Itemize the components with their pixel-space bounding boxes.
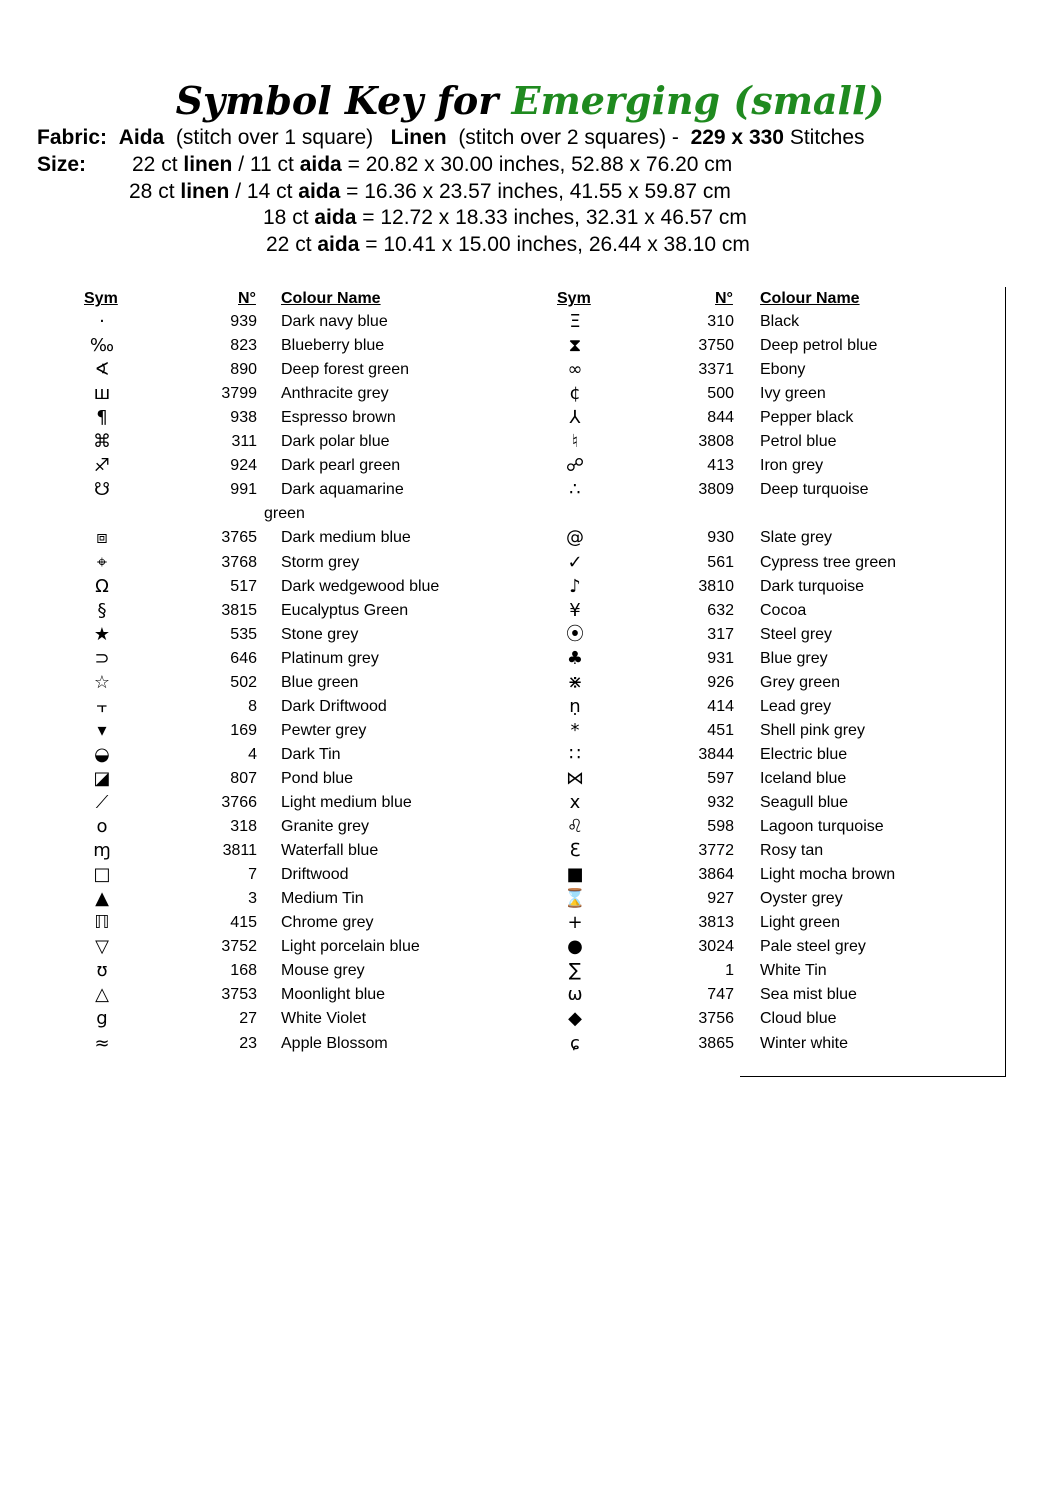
colour-number: 318 bbox=[230, 818, 257, 836]
colour-number: 3844 bbox=[698, 745, 734, 763]
colour-number: 632 bbox=[707, 601, 734, 619]
colour-number: 3765 bbox=[221, 529, 257, 547]
title-prefix: Symbol Key for bbox=[175, 78, 499, 123]
colour-number: 27 bbox=[239, 1010, 257, 1028]
colour-name: Ebony bbox=[760, 361, 806, 379]
colour-name: Ivy green bbox=[760, 385, 826, 403]
colour-name: Espresso brown bbox=[281, 409, 396, 427]
colour-number: 3756 bbox=[698, 1010, 734, 1028]
colour-number: 169 bbox=[230, 721, 257, 739]
symbol-icon: ∴ bbox=[569, 479, 581, 501]
colour-number: 3750 bbox=[698, 337, 734, 355]
size-label: Size: bbox=[37, 153, 87, 176]
colour-number: 3024 bbox=[698, 938, 734, 956]
symbol-icon: ⊃ bbox=[94, 647, 110, 669]
symbol-icon: ¥ bbox=[569, 599, 581, 621]
colour-name: White Violet bbox=[281, 1010, 367, 1028]
colour-name: Blueberry blue bbox=[281, 337, 385, 355]
colour-name: Granite grey bbox=[281, 818, 370, 836]
colour-name: Medium Tin bbox=[281, 890, 364, 908]
colour-name: Sea mist blue bbox=[760, 986, 857, 1004]
symbol-icon: § bbox=[97, 599, 107, 621]
symbol-icon: ■ bbox=[566, 864, 584, 886]
colour-number: 823 bbox=[230, 337, 257, 355]
symbol-icon: ♌ bbox=[566, 816, 584, 838]
colour-name: Blue grey bbox=[760, 649, 828, 667]
colour-number: 844 bbox=[707, 409, 734, 427]
colour-number: 451 bbox=[707, 721, 734, 739]
symbol-icon: ⋇ bbox=[567, 671, 583, 693]
symbol-icon: ɕ bbox=[570, 1032, 580, 1054]
symbol-icon: ⌛ bbox=[563, 888, 587, 910]
symbol-icon: ◪ bbox=[93, 767, 111, 789]
symbol-icon: ⟋ bbox=[95, 792, 109, 813]
symbol-icon: ℿ bbox=[94, 912, 110, 934]
colour-number: 3811 bbox=[222, 842, 257, 860]
colour-name: Cloud blue bbox=[760, 1010, 837, 1028]
symbol-icon: o bbox=[96, 816, 108, 838]
symbol-icon: ⧗ bbox=[568, 335, 582, 357]
colour-number: 3813 bbox=[698, 914, 734, 932]
colour-number: 7 bbox=[248, 866, 257, 884]
colour-name: Black bbox=[760, 313, 800, 330]
colour-name: Cocoa bbox=[760, 601, 807, 619]
colour-number: 414 bbox=[707, 697, 734, 715]
colour-number: 931 bbox=[707, 649, 734, 667]
colour-number: 747 bbox=[707, 986, 734, 1004]
colour-name: Light green bbox=[760, 914, 841, 932]
symbol-icon: ∷ bbox=[569, 743, 581, 765]
symbol-icon: △ bbox=[95, 984, 109, 1006]
colour-number: 3864 bbox=[698, 866, 734, 884]
fabric-line: Fabric: Aida (stitch over 1 square) Linen (stitch over 2 squares) - 229 x 330 Stitches bbox=[37, 126, 865, 149]
colour-number: 502 bbox=[230, 673, 257, 691]
colour-number: 3766 bbox=[221, 794, 257, 811]
colour-name: Electric blue bbox=[760, 745, 848, 763]
symbol-icon: ✓ bbox=[567, 551, 583, 573]
colour-name: Anthracite grey bbox=[281, 385, 389, 403]
symbol-icon: g bbox=[96, 1008, 108, 1030]
colour-number: 924 bbox=[230, 457, 257, 475]
size-row-1: 22 ct linen / 11 ct aida = 20.82 x 30.00 inches, 52.88 x 76.20 cm bbox=[132, 153, 733, 176]
size-row-2: 28 ct linen / 14 ct aida = 16.36 x 23.57 inches, 41.55 x 59.87 cm bbox=[129, 180, 731, 203]
colour-name: Iceland blue bbox=[760, 769, 847, 787]
colour-number: 23 bbox=[239, 1034, 257, 1052]
symbol-icon: ♪ bbox=[569, 575, 581, 597]
symbol-icon: ♐ bbox=[93, 455, 111, 477]
colour-name: Cypress tree green bbox=[760, 553, 897, 571]
colour-name: Dark turquoise bbox=[760, 577, 865, 595]
colour-name: Dark polar blue bbox=[281, 433, 390, 451]
symbol-icon: □ bbox=[93, 864, 111, 886]
colour-name: Apple Blossom bbox=[281, 1034, 388, 1052]
colour-number: 1 bbox=[725, 962, 734, 980]
colour-number: 3809 bbox=[698, 481, 734, 499]
colour-name: Petrol blue bbox=[760, 433, 837, 451]
colour-number: 500 bbox=[707, 385, 734, 403]
colour-name: Moonlight blue bbox=[281, 986, 386, 1004]
colour-number: 8 bbox=[248, 697, 257, 715]
symbol-icon: ♮ bbox=[571, 431, 579, 453]
colour-number: 517 bbox=[230, 577, 257, 595]
colour-name: Slate grey bbox=[760, 529, 833, 547]
header-name-right: Colour Name bbox=[760, 290, 860, 307]
colour-number: 535 bbox=[230, 625, 257, 643]
header-num-left: N° bbox=[238, 290, 256, 307]
symbol-icon: @ bbox=[566, 527, 584, 549]
symbol-icon: ṇ bbox=[569, 695, 581, 717]
colour-number: 597 bbox=[707, 769, 734, 787]
symbol-icon: ⦿ bbox=[566, 623, 584, 645]
header-sym-left: Sym bbox=[84, 290, 118, 307]
size-row-4: 22 ct aida = 10.41 x 15.00 inches, 26.44 x 38.10 cm bbox=[266, 233, 750, 256]
colour-name: Seagull blue bbox=[760, 794, 849, 811]
symbol-icon: ‰ bbox=[89, 335, 115, 357]
colour-number: 938 bbox=[230, 409, 257, 427]
symbol-icon: ʊ bbox=[96, 960, 108, 982]
symbol-icon: ¢ bbox=[569, 383, 581, 405]
colour-name-continuation: green bbox=[264, 505, 305, 523]
colour-name: Pale steel grey bbox=[760, 938, 866, 956]
symbol-icon: ★ bbox=[93, 623, 111, 645]
symbol-icon: ¶ bbox=[96, 407, 108, 429]
colour-number: 317 bbox=[707, 625, 734, 643]
colour-name: Light porcelain blue bbox=[281, 938, 420, 956]
size-row-3: 18 ct aida = 12.72 x 18.33 inches, 32.31 x 46.57 cm bbox=[263, 206, 747, 229]
colour-name: Stone grey bbox=[281, 625, 359, 643]
bottom-border-line bbox=[740, 1076, 1006, 1077]
colour-name: Dark wedgewood blue bbox=[281, 577, 440, 595]
symbol-icon: ☋ bbox=[94, 479, 110, 501]
colour-number: 3799 bbox=[221, 385, 257, 403]
colour-number: 4 bbox=[248, 745, 257, 763]
colour-name: Deep turquoise bbox=[760, 481, 869, 499]
colour-number: 311 bbox=[231, 433, 257, 451]
colour-name: Pond blue bbox=[281, 769, 354, 787]
colour-name: Dark navy blue bbox=[281, 313, 388, 330]
colour-name: Blue green bbox=[281, 673, 359, 691]
colour-number: 991 bbox=[230, 481, 257, 499]
colour-number: 3371 bbox=[698, 361, 734, 379]
right-border-line bbox=[1005, 287, 1006, 1077]
colour-name: Chrome grey bbox=[281, 914, 374, 932]
colour-name: Oyster grey bbox=[760, 890, 843, 908]
colour-name: Storm grey bbox=[281, 553, 360, 571]
colour-number: 3 bbox=[248, 890, 257, 908]
symbol-icon: ⌘ bbox=[93, 431, 111, 453]
colour-number: 413 bbox=[707, 457, 734, 475]
symbol-icon: ◒ bbox=[94, 743, 110, 765]
colour-number: 932 bbox=[707, 794, 734, 811]
colour-name: Shell pink grey bbox=[760, 721, 865, 739]
colour-number: 890 bbox=[230, 361, 257, 379]
colour-number: 3865 bbox=[698, 1034, 734, 1052]
symbol-icon: x bbox=[569, 792, 581, 813]
colour-name: Dark pearl green bbox=[281, 457, 401, 475]
colour-number: 807 bbox=[230, 769, 257, 787]
symbol-icon: ● bbox=[567, 936, 583, 958]
symbol-icon: ☆ bbox=[93, 671, 111, 693]
colour-name: Light medium blue bbox=[281, 794, 412, 811]
colour-number: 3808 bbox=[698, 433, 734, 451]
symbol-icon: ∞ bbox=[567, 359, 583, 381]
colour-name: Winter white bbox=[760, 1034, 849, 1052]
symbol-icon: ◆ bbox=[568, 1008, 582, 1030]
colour-number: 3815 bbox=[221, 601, 257, 619]
colour-name: Pewter grey bbox=[281, 721, 367, 739]
symbol-icon: ≈ bbox=[94, 1032, 110, 1054]
colour-name: Deep petrol blue bbox=[760, 337, 878, 355]
symbol-icon: ♣ bbox=[566, 647, 584, 669]
header-num-right: N° bbox=[715, 290, 733, 307]
colour-name: Dark aquamarine bbox=[281, 481, 404, 499]
colour-name: Dark Driftwood bbox=[281, 697, 387, 715]
symbol-icon: ∑ bbox=[568, 960, 582, 982]
colour-number: 939 bbox=[230, 313, 257, 330]
colour-name: Steel grey bbox=[760, 625, 833, 643]
colour-name: Pepper black bbox=[760, 409, 854, 427]
colour-name: Mouse grey bbox=[281, 962, 365, 980]
symbol-icon: ⋈ bbox=[566, 767, 584, 789]
colour-number: 3753 bbox=[221, 986, 257, 1004]
symbol-icon: ▽ bbox=[95, 936, 109, 958]
header-sym-right: Sym bbox=[557, 290, 591, 307]
symbol-icon: Ξ bbox=[569, 311, 581, 332]
colour-name: Eucalyptus Green bbox=[281, 601, 409, 619]
symbol-icon: · bbox=[99, 311, 105, 332]
colour-name: Platinum grey bbox=[281, 649, 379, 667]
symbol-icon: * bbox=[570, 719, 580, 741]
colour-number: 3752 bbox=[221, 938, 257, 956]
colour-number: 926 bbox=[707, 673, 734, 691]
colour-name: Light mocha brown bbox=[760, 866, 896, 884]
colour-number: 310 bbox=[707, 313, 734, 330]
colour-number: 598 bbox=[707, 818, 734, 836]
colour-name: Lagoon turquoise bbox=[760, 818, 884, 836]
colour-number: 168 bbox=[230, 962, 257, 980]
symbol-icon: + bbox=[567, 912, 583, 934]
symbol-icon: ⅄ bbox=[569, 407, 581, 429]
symbol-icon: ⌖ bbox=[96, 551, 108, 573]
colour-number: 927 bbox=[707, 890, 734, 908]
colour-name: Rosy tan bbox=[760, 842, 824, 860]
symbol-icon: Ω bbox=[95, 575, 109, 597]
symbol-icon: ☍ bbox=[565, 455, 585, 477]
colour-number: 415 bbox=[230, 914, 257, 932]
colour-name: Waterfall blue bbox=[281, 842, 379, 860]
symbol-icon: ℇ bbox=[569, 840, 581, 862]
symbol-icon: ⧈ bbox=[96, 527, 108, 549]
colour-number: 930 bbox=[707, 529, 734, 547]
symbol-icon: ⫟ bbox=[96, 695, 108, 717]
colour-number: 3768 bbox=[221, 553, 257, 571]
header-name-left: Colour Name bbox=[281, 290, 381, 307]
colour-name: Iron grey bbox=[760, 457, 824, 475]
colour-name: White Tin bbox=[760, 962, 827, 980]
pattern-name: Emerging (small) bbox=[511, 78, 885, 123]
symbol-icon: ∢ bbox=[94, 359, 110, 381]
symbol-icon: ш bbox=[93, 383, 111, 405]
colour-name: Deep forest green bbox=[281, 361, 410, 379]
colour-name: Lead grey bbox=[760, 697, 832, 715]
colour-number: 561 bbox=[707, 553, 734, 571]
colour-name: Grey green bbox=[760, 673, 841, 691]
colour-number: 3772 bbox=[698, 842, 734, 860]
symbol-icon: ɱ bbox=[93, 840, 111, 862]
symbol-icon: ▲ bbox=[95, 888, 109, 910]
colour-number: 646 bbox=[230, 649, 257, 667]
symbol-icon: ω bbox=[567, 984, 583, 1006]
colour-name: Driftwood bbox=[281, 866, 349, 884]
colour-name: Dark medium blue bbox=[281, 529, 411, 547]
symbol-icon: ▾ bbox=[97, 719, 107, 741]
colour-number: 3810 bbox=[698, 577, 734, 595]
colour-name: Dark Tin bbox=[281, 745, 341, 763]
